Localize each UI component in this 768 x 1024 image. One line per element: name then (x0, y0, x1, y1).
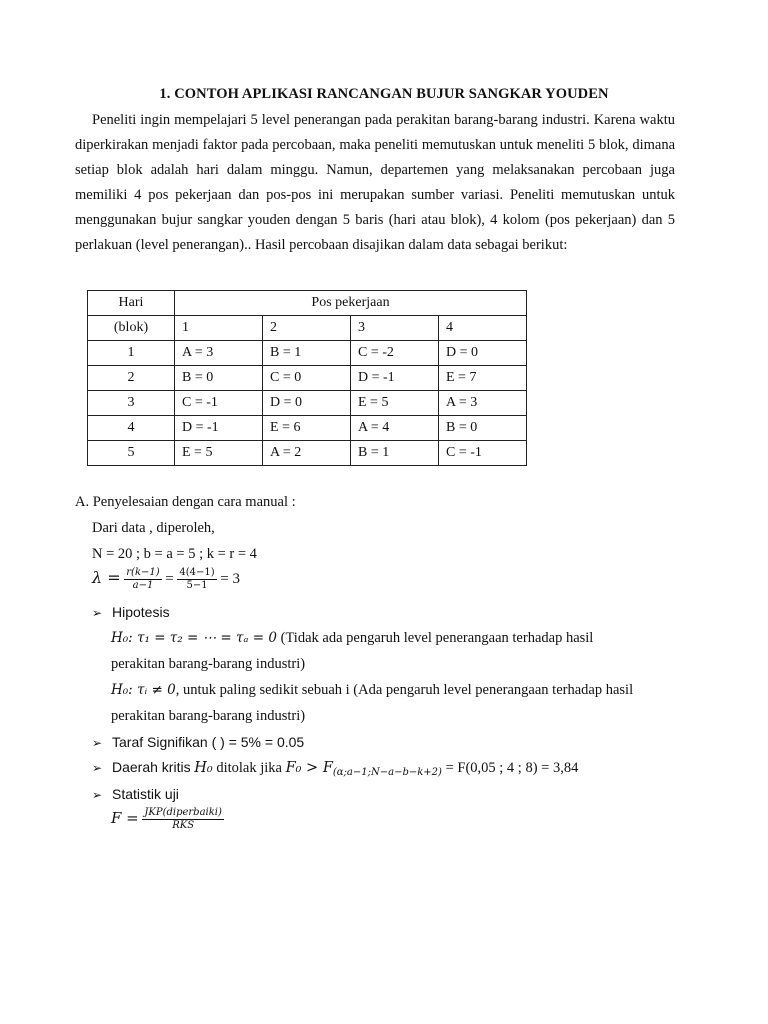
table-row (88, 391, 527, 416)
daerah-h0: H₀ (194, 760, 213, 776)
table-row (88, 341, 527, 366)
h1-formula: H₀: τᵢ ≠ 0 (111, 682, 176, 698)
blok-header: (blok) (88, 316, 175, 341)
h1-continuation: perakitan barang-barang industri) (111, 708, 306, 724)
hari-cell: 2 (88, 366, 175, 391)
lambda-formula (92, 567, 240, 592)
h0-text: (Tidak ada pengaruh level penerangaan terhadap hasil (277, 630, 594, 646)
lambda-lhs: λ = (92, 567, 121, 587)
table-cell: C = -2 (351, 341, 439, 366)
h0-formula: H₀: τ₁ = τ₂ = ⋯ = τₐ = 0 (111, 630, 277, 646)
arrowhead-bullet-icon: ➢ (92, 606, 103, 620)
table-cell: B = 1 (263, 341, 351, 366)
page-title: 1. CONTOH APLIKASI RANCANGAN BUJUR SANGKAR YOUDEN (159, 86, 609, 102)
daerah-prefix: Daerah kritis (112, 759, 191, 775)
stat-numerator: JKP(diperbaiki) (144, 807, 222, 818)
table-row (88, 366, 527, 391)
h1-text: , untuk paling sedikit sebuah i (Ada pengaruh level penerangaan terhadap hasil (175, 682, 634, 698)
table-cell: E = 6 (263, 416, 351, 441)
hari-cell: 4 (88, 416, 175, 441)
hipotesis-item (92, 604, 170, 622)
table-header-row (88, 291, 527, 316)
youden-data-table (87, 290, 527, 466)
lambda-fraction-2 (177, 567, 216, 592)
table-cell: C = 0 (263, 366, 351, 391)
statistik-label: Statistik uji (112, 786, 179, 802)
table-cell: E = 7 (439, 366, 527, 391)
section-a-title: A. Penyelesaian dengan cara manual : (75, 494, 296, 510)
table-cell: B = 0 (439, 416, 527, 441)
daerah-subscript: (α;a−1;N−a−b−k+2) (332, 767, 442, 778)
hari-cell: 1 (88, 341, 175, 366)
frac1-denominator: a−1 (132, 580, 154, 591)
stat-lhs: F = (111, 808, 139, 827)
daerah-item (92, 759, 578, 777)
h0-continuation: perakitan barang-barang industri) (111, 656, 306, 672)
arrowhead-bullet-icon: ➢ (92, 736, 103, 750)
column-header: 4 (439, 316, 527, 341)
stat-fraction (142, 807, 224, 832)
daerah-result: = F(0,05 ; 4 ; 8) = 3,84 (445, 760, 579, 776)
params-line: N = 20 ; b = a = 5 ; k = r = 4 (92, 546, 257, 562)
hari-cell: 3 (88, 391, 175, 416)
table-cell: B = 0 (175, 366, 263, 391)
lambda-eq: = (165, 570, 174, 587)
pos-header: Pos pekerjaan (175, 291, 527, 316)
table-cell: D = 0 (439, 341, 527, 366)
lambda-result: = 3 (220, 570, 240, 587)
h1-line (111, 682, 633, 699)
table-cell: C = -1 (439, 441, 527, 466)
statistic-formula (111, 807, 224, 832)
table-cell: D = -1 (351, 366, 439, 391)
table-cell: E = 5 (351, 391, 439, 416)
taraf-item (92, 734, 304, 752)
table-cell: A = 4 (351, 416, 439, 441)
table-cell: C = -1 (175, 391, 263, 416)
frac2-denominator: 5−1 (186, 580, 208, 591)
h0-line (111, 630, 593, 647)
table-cell: B = 1 (351, 441, 439, 466)
taraf-text: Taraf Signifikan ( ) = 5% = 0.05 (112, 734, 305, 750)
intro-text: Peneliti ingin mempelajari 5 level penerangan pada perakitan barang-barang industri. Karena waktu diperkirakan menjadi faktor pada percobaan, maka peneliti memutuskan untuk meneliti 5 blok, dimana setiap blok adalah hari dalam minggu. Namun, departemen yang melaksanakan percobaan juga memiliki 4 pos pekerjaan dan pos-pos ini merupakan sumber variasi. Peneliti memutuskan untuk menggunakan bujur sangkar youden dengan 5 baris (hari atau blok), 4 kolom (pos pekerjaan) dan 5 perlakuan (level penerangan).. Hasil percobaan disajikan dalam data sebagai berikut: (75, 112, 675, 253)
table-cell: E = 5 (175, 441, 263, 466)
intro-paragraph (75, 108, 675, 258)
stat-denominator: RKS (172, 820, 195, 831)
arrowhead-bullet-icon: ➢ (92, 788, 103, 802)
daerah-f: F₀ > F (285, 760, 333, 776)
table-cell: A = 2 (263, 441, 351, 466)
statistik-item (92, 786, 179, 804)
table-subheader-row (88, 316, 527, 341)
arrowhead-bullet-icon: ➢ (92, 761, 103, 775)
hari-cell: 5 (88, 441, 175, 466)
table-cell: A = 3 (439, 391, 527, 416)
daerah-mid: ditolak jika (216, 760, 282, 776)
hari-header: Hari (88, 291, 175, 316)
hipotesis-label: Hipotesis (112, 604, 170, 620)
column-header: 2 (263, 316, 351, 341)
table-cell: D = -1 (175, 416, 263, 441)
table-row (88, 441, 527, 466)
frac2-numerator: 4(4−1) (179, 567, 215, 578)
dari-line: Dari data , diperoleh, (92, 520, 215, 536)
column-header: 3 (351, 316, 439, 341)
frac1-numerator: r(k−1) (126, 567, 160, 578)
column-header: 1 (175, 316, 263, 341)
table-cell: A = 3 (175, 341, 263, 366)
table-row (88, 416, 527, 441)
table-cell: D = 0 (263, 391, 351, 416)
lambda-fraction-1 (124, 567, 161, 592)
